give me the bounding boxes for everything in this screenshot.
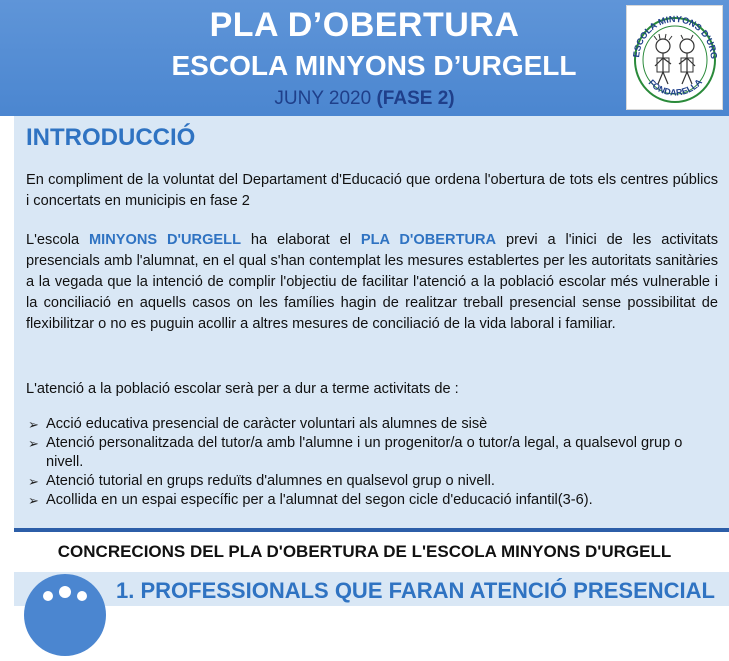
school-logo bbox=[626, 5, 723, 110]
arrow-bullet-icon: ➢ bbox=[28, 436, 39, 451]
school-name: ESCOLA MINYONS D’URGELL bbox=[171, 50, 577, 81]
logo-bottom-text: FONDARELLA bbox=[646, 76, 704, 98]
section-divider bbox=[14, 528, 729, 532]
intro-heading: INTRODUCCIÓ bbox=[26, 124, 196, 151]
arrow-bullet-icon: ➢ bbox=[28, 493, 39, 508]
list-item bbox=[26, 434, 718, 472]
p2-text-a: L'escola bbox=[26, 232, 89, 248]
list-item-text: Acollida en un espai específic per a l'alumnat del segon cicle d'educació infantil(3-6). bbox=[46, 492, 593, 508]
people-icon bbox=[24, 574, 106, 656]
list-item bbox=[26, 472, 718, 491]
school-logo-icon bbox=[627, 6, 722, 109]
svg-text:FONDARELLA bbox=[647, 77, 705, 98]
people-glyph-icon bbox=[24, 574, 106, 656]
svg-text:ESCOLA MINYONS D'URGELL bbox=[627, 6, 719, 59]
activities-list bbox=[26, 415, 718, 510]
list-item-text: Atenció personalitzada del tutor/a amb l'alumne i un progenitor/a o tutor/a legal, a qualsevol grup o nivell. bbox=[46, 435, 683, 470]
p2-text-c: previ a l'inici de les activitats presencials amb l'alumnat, en el qual s'han contemplat les mesures establertes per les autoritats sanitàries a la vegada que la intenció de complir l'objectiu de facilitar l'atenció a la població escolar més vulnerable i la conciliació en aquells casos on les famílies hagin de realitzar treball presencial sense possibilitat de flexibilitzar o no es puguin acollir a altres mesures de conciliació de la vida laboral i familiar. bbox=[26, 232, 718, 332]
list-item bbox=[26, 491, 718, 510]
professionals-heading: 1. PROFESSIONALS QUE FARAN ATENCIÓ PRESENCIAL bbox=[116, 578, 715, 603]
logo-top-text: ESCOLA MINYONS D'URG bbox=[631, 13, 720, 60]
arrow-bullet-icon: ➢ bbox=[28, 417, 39, 432]
document-date bbox=[0, 88, 729, 110]
list-item-text: Acció educativa presencial de caràcter voluntari als alumnes de sisè bbox=[46, 416, 488, 432]
document-title: PLA D’OBERTURA bbox=[209, 6, 520, 44]
p2-school-highlight: MINYONS D'URGELL bbox=[88, 232, 241, 248]
intro-paragraph-2 bbox=[26, 230, 718, 335]
intro-paragraph-3: L'atenció a la població escolar serà per a dur a terme activitats de : bbox=[26, 381, 459, 397]
list-item-text: Atenció tutorial en grups reduïts d'alumnes en qualsevol grup o nivell. bbox=[46, 473, 495, 489]
header-banner bbox=[0, 0, 729, 116]
p2-plan-highlight: PLA D'OBERTURA bbox=[360, 232, 497, 248]
section-title: CONCRECIONS DEL PLA D'OBERTURA DE L'ESCOLA MINYONS D'URGELL bbox=[57, 542, 672, 561]
intro-paragraph-1: En compliment de la voluntat del Departament d'Educació que ordena l'obertura de tots els centres públics i concertats en municipis en fase 2 bbox=[26, 172, 718, 209]
arrow-bullet-icon: ➢ bbox=[28, 474, 39, 489]
phase-text: (FASE 2) bbox=[376, 88, 455, 109]
p2-text-b: ha elaborat el bbox=[240, 232, 361, 248]
date-text: JUNY 2020 bbox=[274, 88, 372, 109]
list-item bbox=[26, 415, 718, 434]
